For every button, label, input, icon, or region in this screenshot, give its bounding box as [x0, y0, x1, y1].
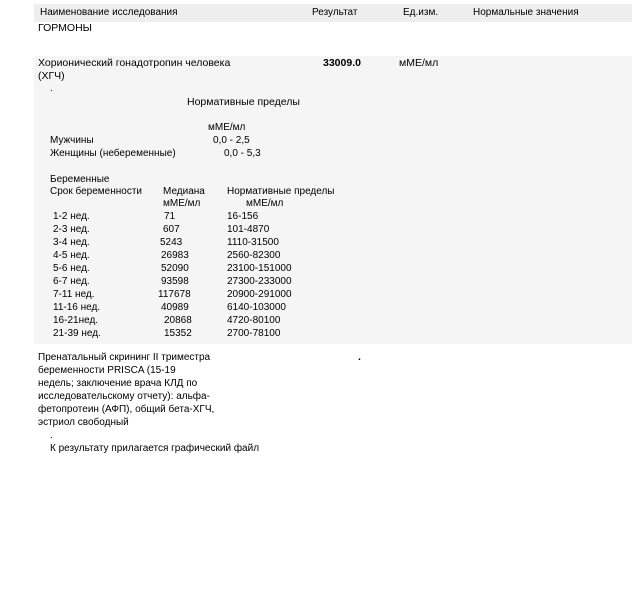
table-row: [0, 237, 642, 250]
row-range: 2700-78100: [227, 328, 281, 339]
row-range: 4720-80100: [227, 315, 281, 326]
table-row: [0, 302, 642, 315]
hcg-ref-unit: мМЕ/мл: [208, 122, 246, 133]
row-term: 3-4 нед.: [53, 237, 90, 248]
col-range: Нормативные пределы: [227, 186, 335, 197]
row-median: 26983: [161, 250, 189, 261]
row-range: 20900-291000: [227, 289, 292, 300]
row-median: 20868: [164, 315, 192, 326]
hcg-name-line1: Хорионический гонадотропин человека: [38, 57, 231, 69]
header-norm: Нормальные значения: [473, 7, 579, 18]
row-range: 101-4870: [227, 224, 270, 235]
col-median: Медиана: [163, 186, 205, 197]
table-row: [0, 211, 642, 224]
row-term: 6-7 нед.: [53, 276, 90, 287]
row-term: 4-5 нед.: [53, 250, 90, 261]
row-term: 11-16 нед.: [53, 302, 101, 313]
header-test-name: Наименование исследования: [40, 7, 178, 18]
row-range: 16-156: [227, 211, 259, 222]
hcg-ref-title: Нормативные пределы: [187, 96, 300, 108]
row-median: 93598: [161, 276, 189, 287]
table-row: [0, 289, 642, 302]
women-range: 0,0 - 5,3: [224, 148, 261, 159]
table-row: [0, 250, 642, 263]
men-range: 0,0 - 2,5: [213, 135, 250, 146]
table-header: [34, 4, 632, 22]
row-term: 21-39 нед.: [53, 328, 101, 339]
prisca-line1: Пренатальный скрининг II триместра: [38, 352, 211, 363]
prisca-line3: недель; заключение врача КЛД по: [38, 378, 198, 389]
hcg-name-line2: (ХГЧ): [38, 70, 65, 82]
col-term: Срок беременности: [50, 186, 143, 197]
attachment-note: К результату прилагается графический файл: [50, 443, 260, 454]
row-range: 27300-233000: [227, 276, 292, 287]
row-term: 7-11 нед.: [53, 289, 95, 300]
prisca-line4: исследовательскому отчету): альфа-: [38, 391, 210, 402]
prisca-line6: эстриол свободный: [38, 417, 129, 428]
table-row: [0, 276, 642, 289]
hcg-dot: .: [50, 83, 53, 94]
table-row: [0, 328, 642, 341]
prisca-result: .: [358, 351, 361, 363]
col-range-unit: мМЕ/мл: [246, 198, 284, 209]
prisca-line2: беременности PRISCA (15-19: [38, 365, 176, 376]
row-range: 2560-82300: [227, 250, 281, 261]
row-median: 607: [163, 224, 180, 235]
hcg-unit: мМЕ/мл: [399, 57, 439, 69]
header-unit: Ед.изм.: [403, 7, 439, 18]
table-row: [0, 224, 642, 237]
row-term: 5-6 нед.: [53, 263, 90, 274]
row-term: 2-3 нед.: [53, 224, 90, 235]
pregnant-label: Беременные: [50, 174, 110, 185]
row-term: 1-2 нед.: [53, 211, 90, 222]
row-median: 40989: [161, 302, 189, 313]
header-result: Результат: [312, 7, 358, 18]
row-range: 1110-31500: [227, 237, 279, 248]
row-median: 117678: [158, 289, 191, 300]
row-term: 16-21нед.: [53, 315, 99, 326]
row-median: 52090: [161, 263, 189, 274]
prisca-dot: .: [50, 430, 53, 441]
row-range: 23100-151000: [227, 263, 292, 274]
table-row: [0, 315, 642, 328]
col-median-unit: мМЕ/мл: [163, 198, 201, 209]
table-row: [0, 263, 642, 276]
hcg-result: 33009.0: [323, 57, 361, 69]
row-median: 5243: [160, 237, 183, 248]
prisca-line5: фетопротеин (АФП), общий бета-ХГЧ,: [38, 404, 215, 415]
women-label: Женщины (небеременные): [50, 148, 176, 159]
row-range: 6140-103000: [227, 302, 286, 313]
men-label: Мужчины: [50, 135, 94, 146]
section-title: ГОРМОНЫ: [38, 22, 92, 34]
row-median: 71: [164, 211, 176, 222]
row-median: 15352: [164, 328, 192, 339]
